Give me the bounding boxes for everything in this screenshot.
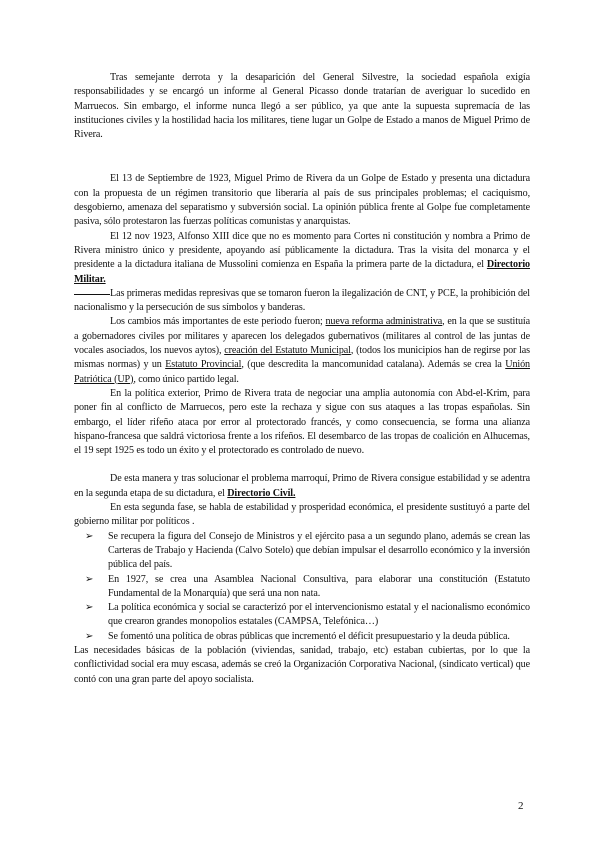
paragraph-text: , (que descredita la mancomunidad catalana). Además se crea la — [241, 359, 506, 371]
list-item-text: La política económica y social se caracterizó por el intervencionismo estatal y el nacionalismo económico que crearon grandes monopolios estatales (CAMPSA, Telefónica…) — [108, 602, 530, 628]
paragraph-civil-directory — [74, 472, 530, 501]
paragraph-text: , (todos los municipios han de regirse por las mismas normas) y un — [74, 345, 530, 371]
list-item — [74, 630, 530, 644]
term-estatuto-provincial: Estatuto Provincial — [165, 359, 242, 371]
arrow-bullet-icon: ➢ — [85, 630, 94, 642]
paragraph-aftermath: Tras semejante derrota y la desaparición del General Silvestre, la sociedad española exigía responsabilidades y se encargó un informe al General Picasso donde tratarían de averiguar lo sucedido en Marruecos. Sin embargo, el informe nunca llegó a ser público, ya que ante la supuesta supremacía de las instituciones civiles y la hostilidad hacia los militares, tiene lugar un Golpe de Estado a manos de Miguel Primo de Rivera. — [74, 72, 530, 141]
paragraph-text: Las primeras medidas represivas que se tomaron fueron la ilegalización de CNT, y PCE, la prohibición del nacionalismo y la persecución de sus símbolos y banderas. — [74, 287, 530, 314]
term-estatuto-municipal: creación del Estatuto Municipal — [224, 345, 351, 357]
list-item — [74, 530, 530, 573]
term-directorio-militar: Directorio Militar. — [74, 259, 530, 285]
paragraph-foreign-policy: En la política exterior, Primo de Rivera trata de negociar una amplia autonomía con Abd-el-Krim, para poner fin al conflicto de Marruecos, pero este la rechaza y sigue con sus ataques a las tropas españolas. Sin embargo, el líder rifeño ataca por error al protectorado francés, y como consecuencia, se forma una alianza hispano-francesa que saldrá victoriosa frente a los rifeños. El desembarco de las tropas de coalición en Alhucemas, el 19 sept 1925 es todo un éxito y el protectorado es controlado de nuevo. — [74, 387, 530, 457]
paragraph-repressive-measures — [74, 287, 530, 316]
paragraph-military-directory — [74, 230, 530, 287]
term-reforma-administrativa: nueva reforma administrativa — [325, 316, 443, 328]
paragraph-social-needs: Las necesidades básicas de la población (viviendas, sanidad, trabajo, etc) estaban cubiertas, por lo que la conflictividad social era muy escasa, además se creó la Organización Corporativa Nacional, (sindicato vertical) que contó con una gran parte del apoyo socialista. — [74, 644, 530, 685]
paragraph-text: Los cambios más importantes de este periodo fueron; — [110, 316, 326, 328]
bullet-list — [74, 530, 530, 644]
list-item-text: En 1927, se crea una Asamblea Nacional Consultiva, para elaborar una constitución (Estatuto Fundamental de la Monarquía) que será una non nata. — [108, 573, 530, 599]
document-body — [74, 71, 530, 687]
blank-underline — [74, 294, 110, 295]
paragraph-text: De esta manera y tras solucionar el problema marroquí, Primo de Rivera consigue estabilidad y se adentra en la segunda etapa de su dictadura, el — [74, 473, 530, 499]
arrow-bullet-icon: ➢ — [85, 530, 94, 542]
paragraph-text: El 12 nov 1923, Alfonso XIII dice que no es momento para Cortes ni constitución y nombra a Primo de Rivera ministro único y presidente, apoyando así públicamente la dictadura. Tras la visita del monarca y el presidente a la dictadura italiana de Mussolini comienza en España la primera parte de la dictadura, el — [74, 230, 530, 271]
list-item-text: Se fomentó una política de obras públicas que incrementó el déficit presupuestario y la deuda pública. — [108, 630, 510, 642]
paragraph-text: , en la que se sustituía a gobernadores civiles por militares y aparecen los delegados gubernativos (militares al control de las juntas de vocales asociados, los nuevos aytos), — [74, 316, 530, 357]
term-directorio-civil: Directorio Civil. — [227, 487, 296, 499]
list-item — [74, 601, 530, 630]
paragraph-text: , como único partido legal. — [133, 373, 239, 385]
arrow-bullet-icon: ➢ — [85, 602, 94, 614]
term-union-patriotica: Unión Patriótica (UP) — [74, 359, 530, 385]
list-item — [74, 573, 530, 602]
list-item-text: Se recupera la figura del Consejo de Ministros y el ejército pasa a un segundo plano, además se crean las Carteras de Trabajo y Hacienda (Calvo Sotelo) que debían impulsar el desarrollo económico y la inversión pública del país. — [108, 530, 530, 571]
paragraph-coup: El 13 de Septiembre de 1923, Miguel Primo de Rivera da un Golpe de Estado y presenta una dictadura con la propuesta de un régimen transitorio que liberaría al país de sus principales problemas; el caciquismo, desgobierno, amenaza del separatismo y subversión social. La opinión pública frente al Golpe fue completamente pasiva, sólo protestaron las fuerzas políticas comunistas y anarquistas. — [74, 173, 530, 228]
arrow-bullet-icon: ➢ — [85, 573, 94, 585]
paragraph-reforms — [74, 315, 530, 386]
page-number: 2 — [518, 800, 524, 812]
paragraph-second-phase: En esta segunda fase, se habla de estabilidad y prosperidad económica, el presidente sustituyó a parte del gobierno militar por políticos . — [74, 502, 530, 528]
